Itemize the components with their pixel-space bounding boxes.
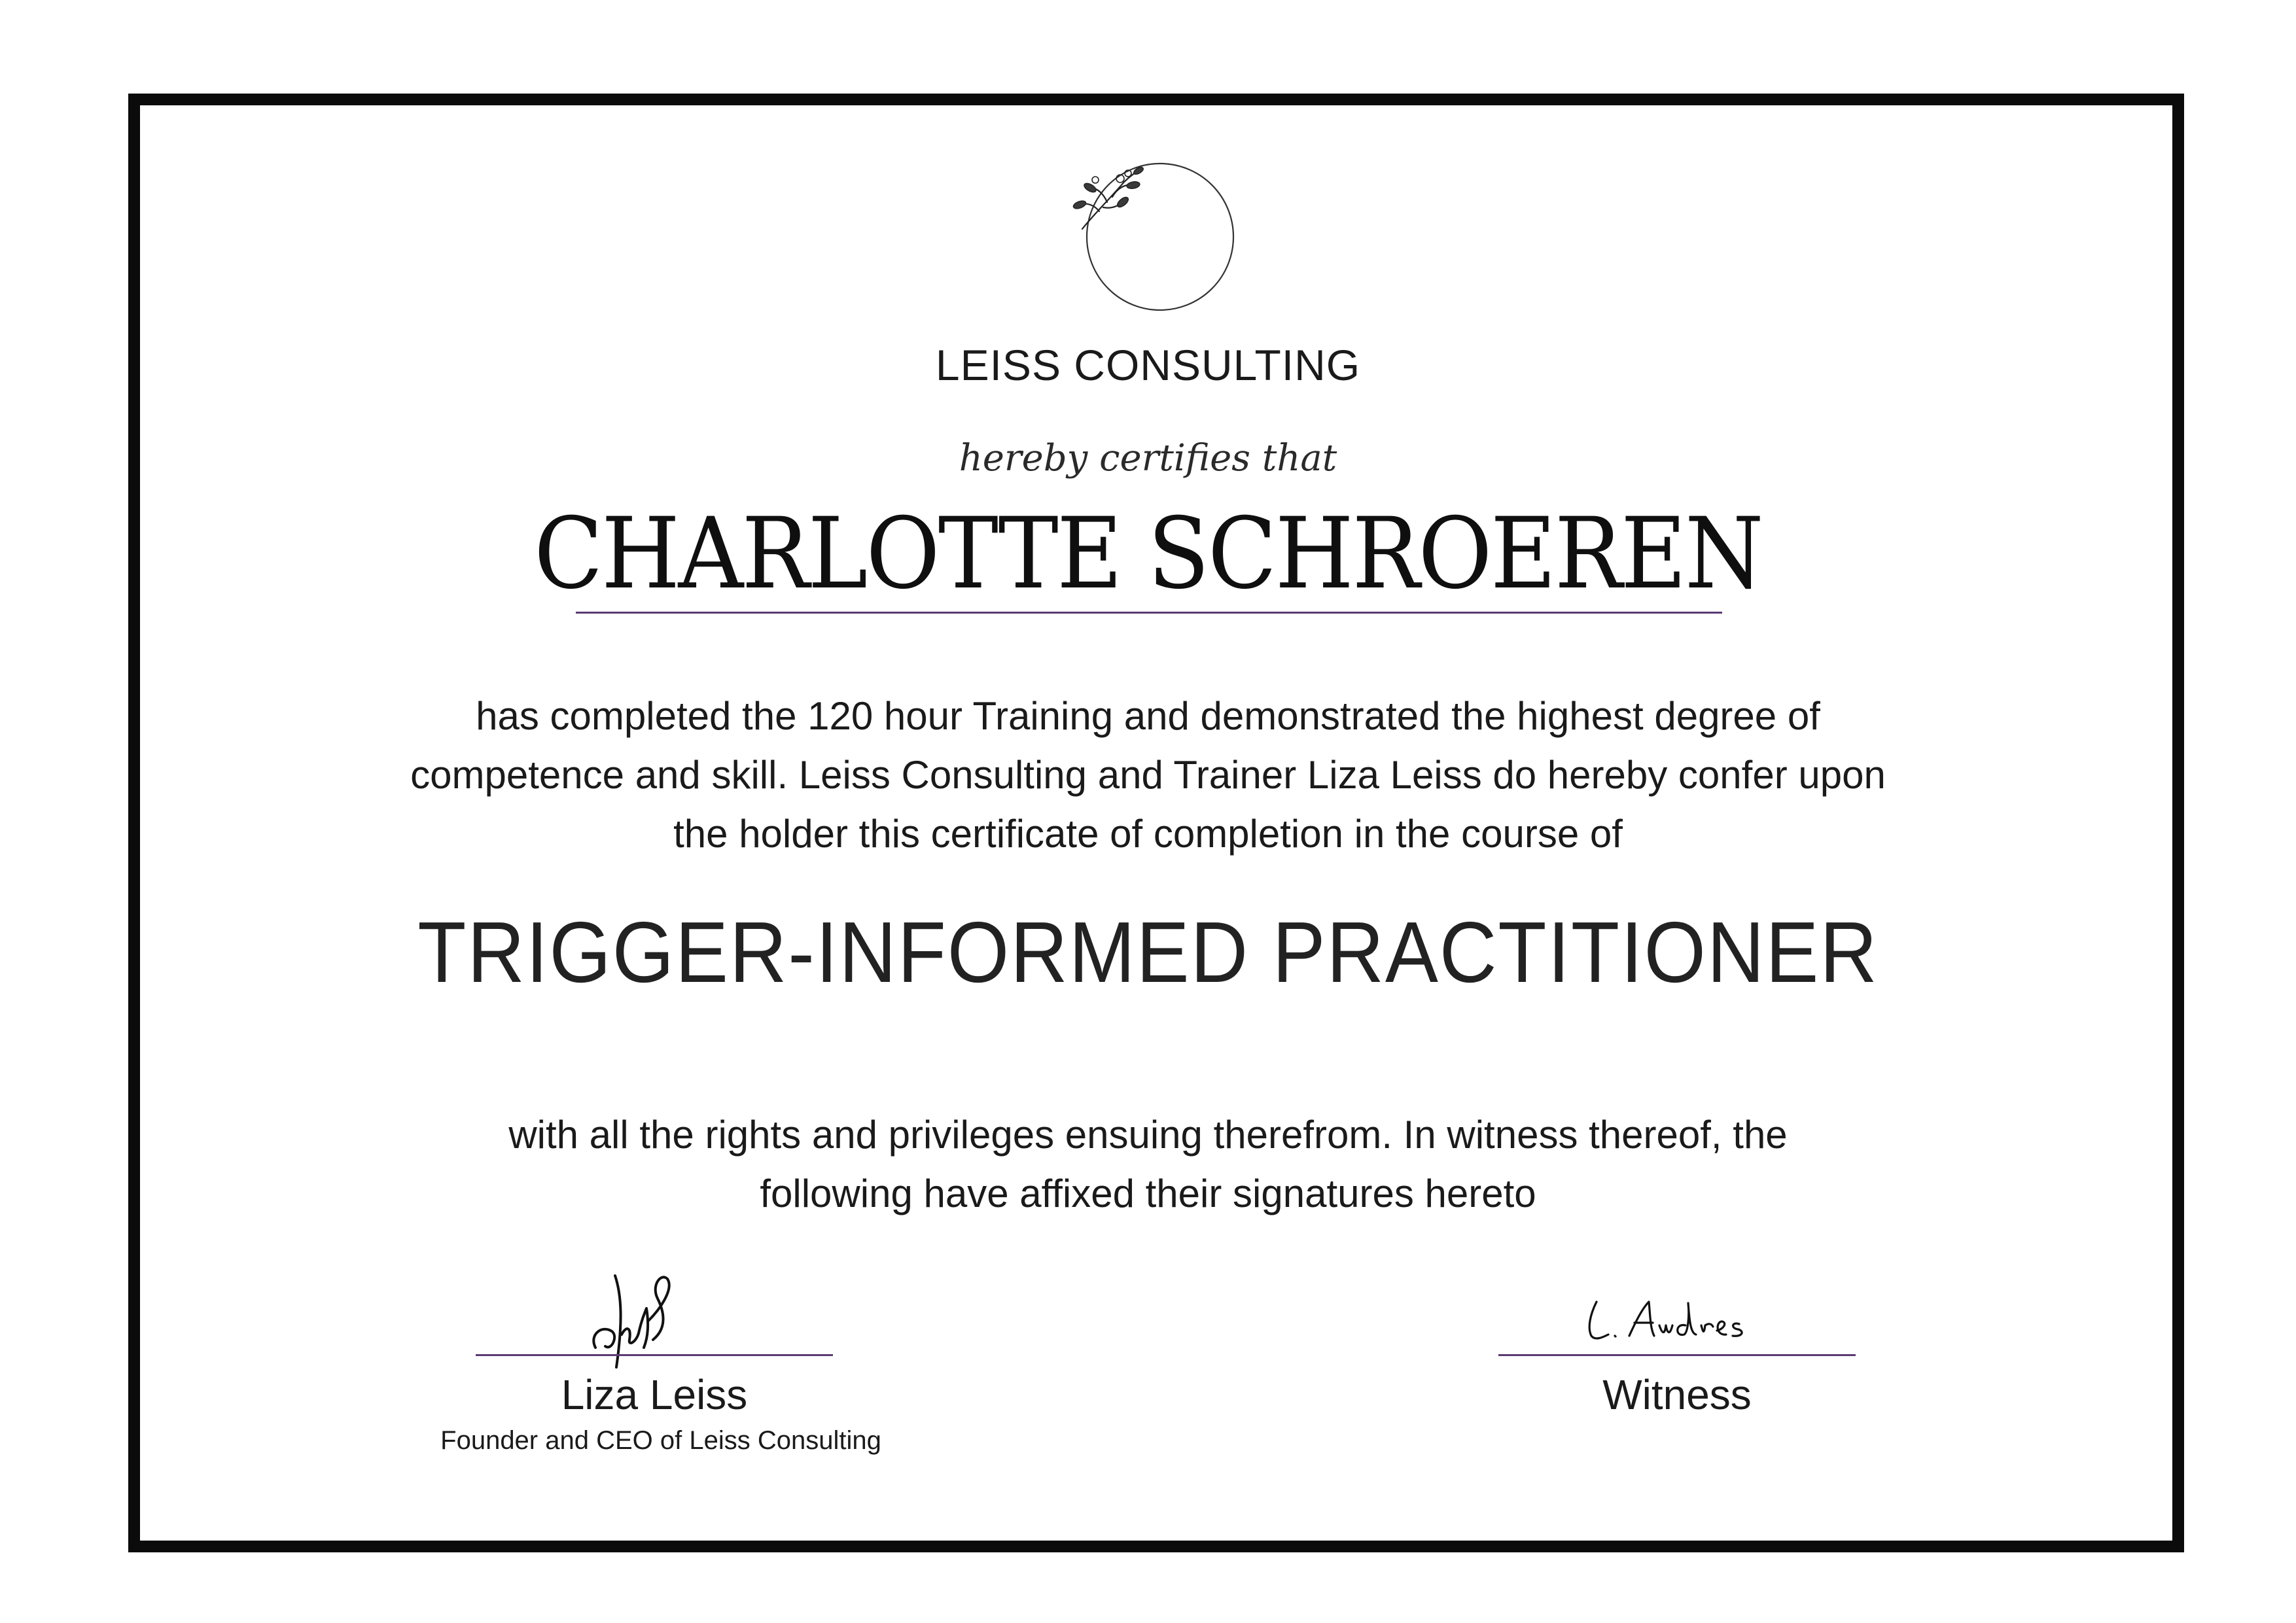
handwritten-signature-left	[576, 1263, 707, 1380]
completion-paragraph	[0, 687, 2296, 864]
recipient-name: CHARLOTTE SCHROEREN	[534, 497, 1762, 611]
handwritten-signature-right	[1577, 1295, 1786, 1348]
completion-line-1: has completed the 120 hour Training and demonstrated the highest degree of	[476, 694, 1820, 738]
signer-name-left: Liza Leiss	[561, 1371, 748, 1418]
organization-name: LEISS CONSULTING	[935, 341, 1361, 389]
signature-line-left	[476, 1354, 833, 1356]
signer-title-left: Founder and CEO of Leiss Consulting	[440, 1426, 881, 1455]
signature-line-right	[1498, 1354, 1856, 1356]
signer-name-right: Witness	[1602, 1371, 1752, 1418]
witness-line-1: with all the rights and privileges ensuing therefrom. In witness thereof, the	[508, 1113, 1788, 1157]
signature-right	[1498, 1295, 1865, 1348]
course-title: TRIGGER-INFORMED PRACTITIONER	[417, 904, 1879, 1000]
witness-line-2: following have affixed their signatures hereto	[760, 1172, 1536, 1215]
completion-line-3: the holder this certificate of completion in the course of	[673, 812, 1623, 856]
completion-line-2: competence and skill. Leiss Consulting and Trainer Liza Leiss do hereby confer upon	[410, 753, 1886, 797]
recipient-underline	[576, 612, 1722, 614]
witness-paragraph	[0, 1106, 2296, 1223]
certifies-line: hereby certifies that	[959, 437, 1337, 480]
signature-left	[445, 1263, 838, 1380]
floral-circle-icon	[1060, 154, 1243, 324]
